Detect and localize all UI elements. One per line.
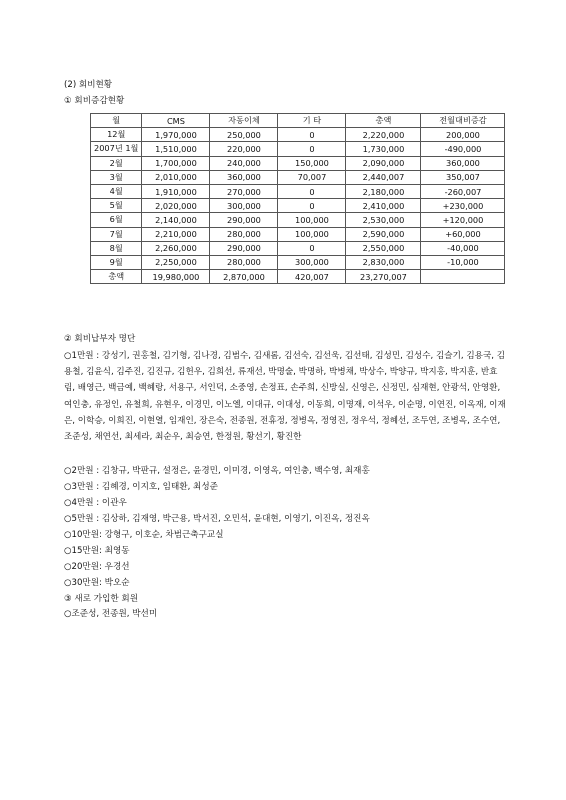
table-header-cell: 기 타 <box>278 114 346 128</box>
table-cell: 280,000 <box>210 255 278 269</box>
table-cell: 23,270,007 <box>346 270 421 284</box>
table-row <box>91 255 505 269</box>
table-cell: +120,000 <box>421 213 505 227</box>
donor-list-30man: ○30만원: 박오순 <box>64 578 130 588</box>
table-cell: 2,210,000 <box>142 227 210 241</box>
table-cell: +60,000 <box>421 227 505 241</box>
subsection-heading-fee-change: ① 회비증감현황 <box>64 96 125 106</box>
table-cell: 0 <box>278 142 346 156</box>
table-total-row <box>91 270 505 284</box>
donor-list-20man: ○20만원: 우경선 <box>64 562 130 572</box>
table-cell: 2,530,000 <box>346 213 421 227</box>
table-row <box>91 170 505 184</box>
table-header-cell: CMS <box>142 114 210 128</box>
table-cell: 2,440,007 <box>346 170 421 184</box>
table-cell: 350,007 <box>421 170 505 184</box>
table-header-cell: 자동이체 <box>210 114 278 128</box>
table-cell: 1,700,000 <box>142 156 210 170</box>
table-row <box>91 213 505 227</box>
table-header-cell: 월 <box>91 114 142 128</box>
table-cell: -10,000 <box>421 255 505 269</box>
table-cell: 2,220,000 <box>346 128 421 142</box>
table-cell: 1,970,000 <box>142 128 210 142</box>
table-cell: 300,000 <box>278 255 346 269</box>
table-row <box>91 184 505 198</box>
table-row <box>91 199 505 213</box>
table-cell: 290,000 <box>210 213 278 227</box>
table-cell: -260,007 <box>421 184 505 198</box>
table-cell: 2,250,000 <box>142 255 210 269</box>
table-cell: 360,000 <box>210 170 278 184</box>
table-header-cell: 총액 <box>346 114 421 128</box>
table-cell: 2,260,000 <box>142 241 210 255</box>
section-heading: (2) 회비현황 <box>64 80 113 90</box>
donor-list-10man: ○10만원: 강형구, 이호순, 차범근축구교실 <box>64 530 224 540</box>
table-cell: 0 <box>278 199 346 213</box>
table-cell: 270,000 <box>210 184 278 198</box>
table-cell: 150,000 <box>278 156 346 170</box>
table-cell: 100,000 <box>278 213 346 227</box>
table-cell: 300,000 <box>210 199 278 213</box>
donor-list-3man: ○3만원 : 김혜경, 이지호, 임태환, 최성준 <box>64 482 218 492</box>
table-row <box>91 227 505 241</box>
table-cell: 220,000 <box>210 142 278 156</box>
donor-list-5man: ○5만원 : 김상하, 김재영, 박근용, 박서진, 오민석, 윤대현, 이영기, 이진옥, 정진옥 <box>64 514 370 524</box>
new-member-list: ○조준성, 전종원, 박선미 <box>64 609 158 619</box>
table-cell: 0 <box>278 241 346 255</box>
table-cell: 5월 <box>91 199 142 213</box>
table-cell: 250,000 <box>210 128 278 142</box>
table-cell: 70,007 <box>278 170 346 184</box>
table-row <box>91 241 505 255</box>
table-cell: 420,007 <box>278 270 346 284</box>
table-cell: 12월 <box>91 128 142 142</box>
table-cell: 2,180,000 <box>346 184 421 198</box>
table-cell: 290,000 <box>210 241 278 255</box>
table-cell: 1,910,000 <box>142 184 210 198</box>
table-cell: 0 <box>278 184 346 198</box>
table-cell: 2,020,000 <box>142 199 210 213</box>
donor-list-2man: ○2만원 : 김창규, 박판규, 설정은, 윤경민, 이미경, 이영옥, 여인충, 백수영, 최재홍 <box>64 466 370 476</box>
table-row <box>91 142 505 156</box>
subsection-heading-donors: ② 회비납부자 명단 <box>64 334 136 344</box>
table-cell: 0 <box>278 128 346 142</box>
table-cell: -490,000 <box>421 142 505 156</box>
table-cell: 240,000 <box>210 156 278 170</box>
table-cell: 1,510,000 <box>142 142 210 156</box>
table-cell: 360,000 <box>421 156 505 170</box>
donor-list-4man: ○4만원 : 이관우 <box>64 498 127 508</box>
table-cell: 1,730,000 <box>346 142 421 156</box>
table-cell: 3월 <box>91 170 142 184</box>
table-cell: 2,830,000 <box>346 255 421 269</box>
fee-change-table <box>90 113 505 284</box>
table-cell: 2007년 1월 <box>91 142 142 156</box>
table-cell: 2,410,000 <box>346 199 421 213</box>
table-header-cell: 전월대비증감 <box>421 114 505 128</box>
table-cell: 8월 <box>91 241 142 255</box>
donor-list-15man: ○15만원: 최영동 <box>64 546 130 556</box>
table-cell: 9월 <box>91 255 142 269</box>
table-cell: 4월 <box>91 184 142 198</box>
table-cell: +230,000 <box>421 199 505 213</box>
table-cell: 2,090,000 <box>346 156 421 170</box>
table-cell <box>421 270 505 284</box>
table-row <box>91 128 505 142</box>
subsection-heading-new-members: ③ 새로 가입한 회원 <box>64 594 139 604</box>
table-cell: 2,870,000 <box>210 270 278 284</box>
table-cell: 19,980,000 <box>142 270 210 284</box>
table-cell: 2,010,000 <box>142 170 210 184</box>
table-row <box>91 156 505 170</box>
table-cell: 총액 <box>91 270 142 284</box>
table-cell: -40,000 <box>421 241 505 255</box>
table-cell: 100,000 <box>278 227 346 241</box>
table-header-row <box>91 114 505 128</box>
table-cell: 2월 <box>91 156 142 170</box>
table-cell: 200,000 <box>421 128 505 142</box>
table-cell: 2,590,000 <box>346 227 421 241</box>
table-cell: 280,000 <box>210 227 278 241</box>
donor-list-1man: ○1만원 : 강성기, 권홍철, 김기형, 김나경, 김범수, 김새롬, 김선숙, 김선욱, 김선태, 김성민, 김성수, 김슬기, 김용국, 김용철, 김윤식, 김주진, 김진규, 김헌우, 김희선, 류재선, 박명술, 박명하, 박병채, 박상수, 박양규, 박지홍, 박지훈, 반효림, 배영근, 백금예, 백혜랑, 서용구, 서인덕, 소중영, 손정표, 손주희, 신방실, 신영은, 신정민, 심재현, 안광석, 안영환, 여인충, 유정인, 유철희, 유현우, 이경민, 이노엘, 이대규, 이대성, 이동희, 이명재, 이석우, 이순명, 이연진, 이옥재, 이재은, 이학승, 이희진, 이현열, 임재인, 장은숙, 전종원, 전휴정, 정병옥, 정영진, 정우석, 정혜선, 조두연, 조병옥, 조수연, 조준성, 채연선, 최세라, 최순우, 최승연, 한정원, 황선기, 황진한 <box>64 351 506 443</box>
table-cell: 7월 <box>91 227 142 241</box>
table-cell: 2,550,000 <box>346 241 421 255</box>
table-cell: 6월 <box>91 213 142 227</box>
table-cell: 2,140,000 <box>142 213 210 227</box>
